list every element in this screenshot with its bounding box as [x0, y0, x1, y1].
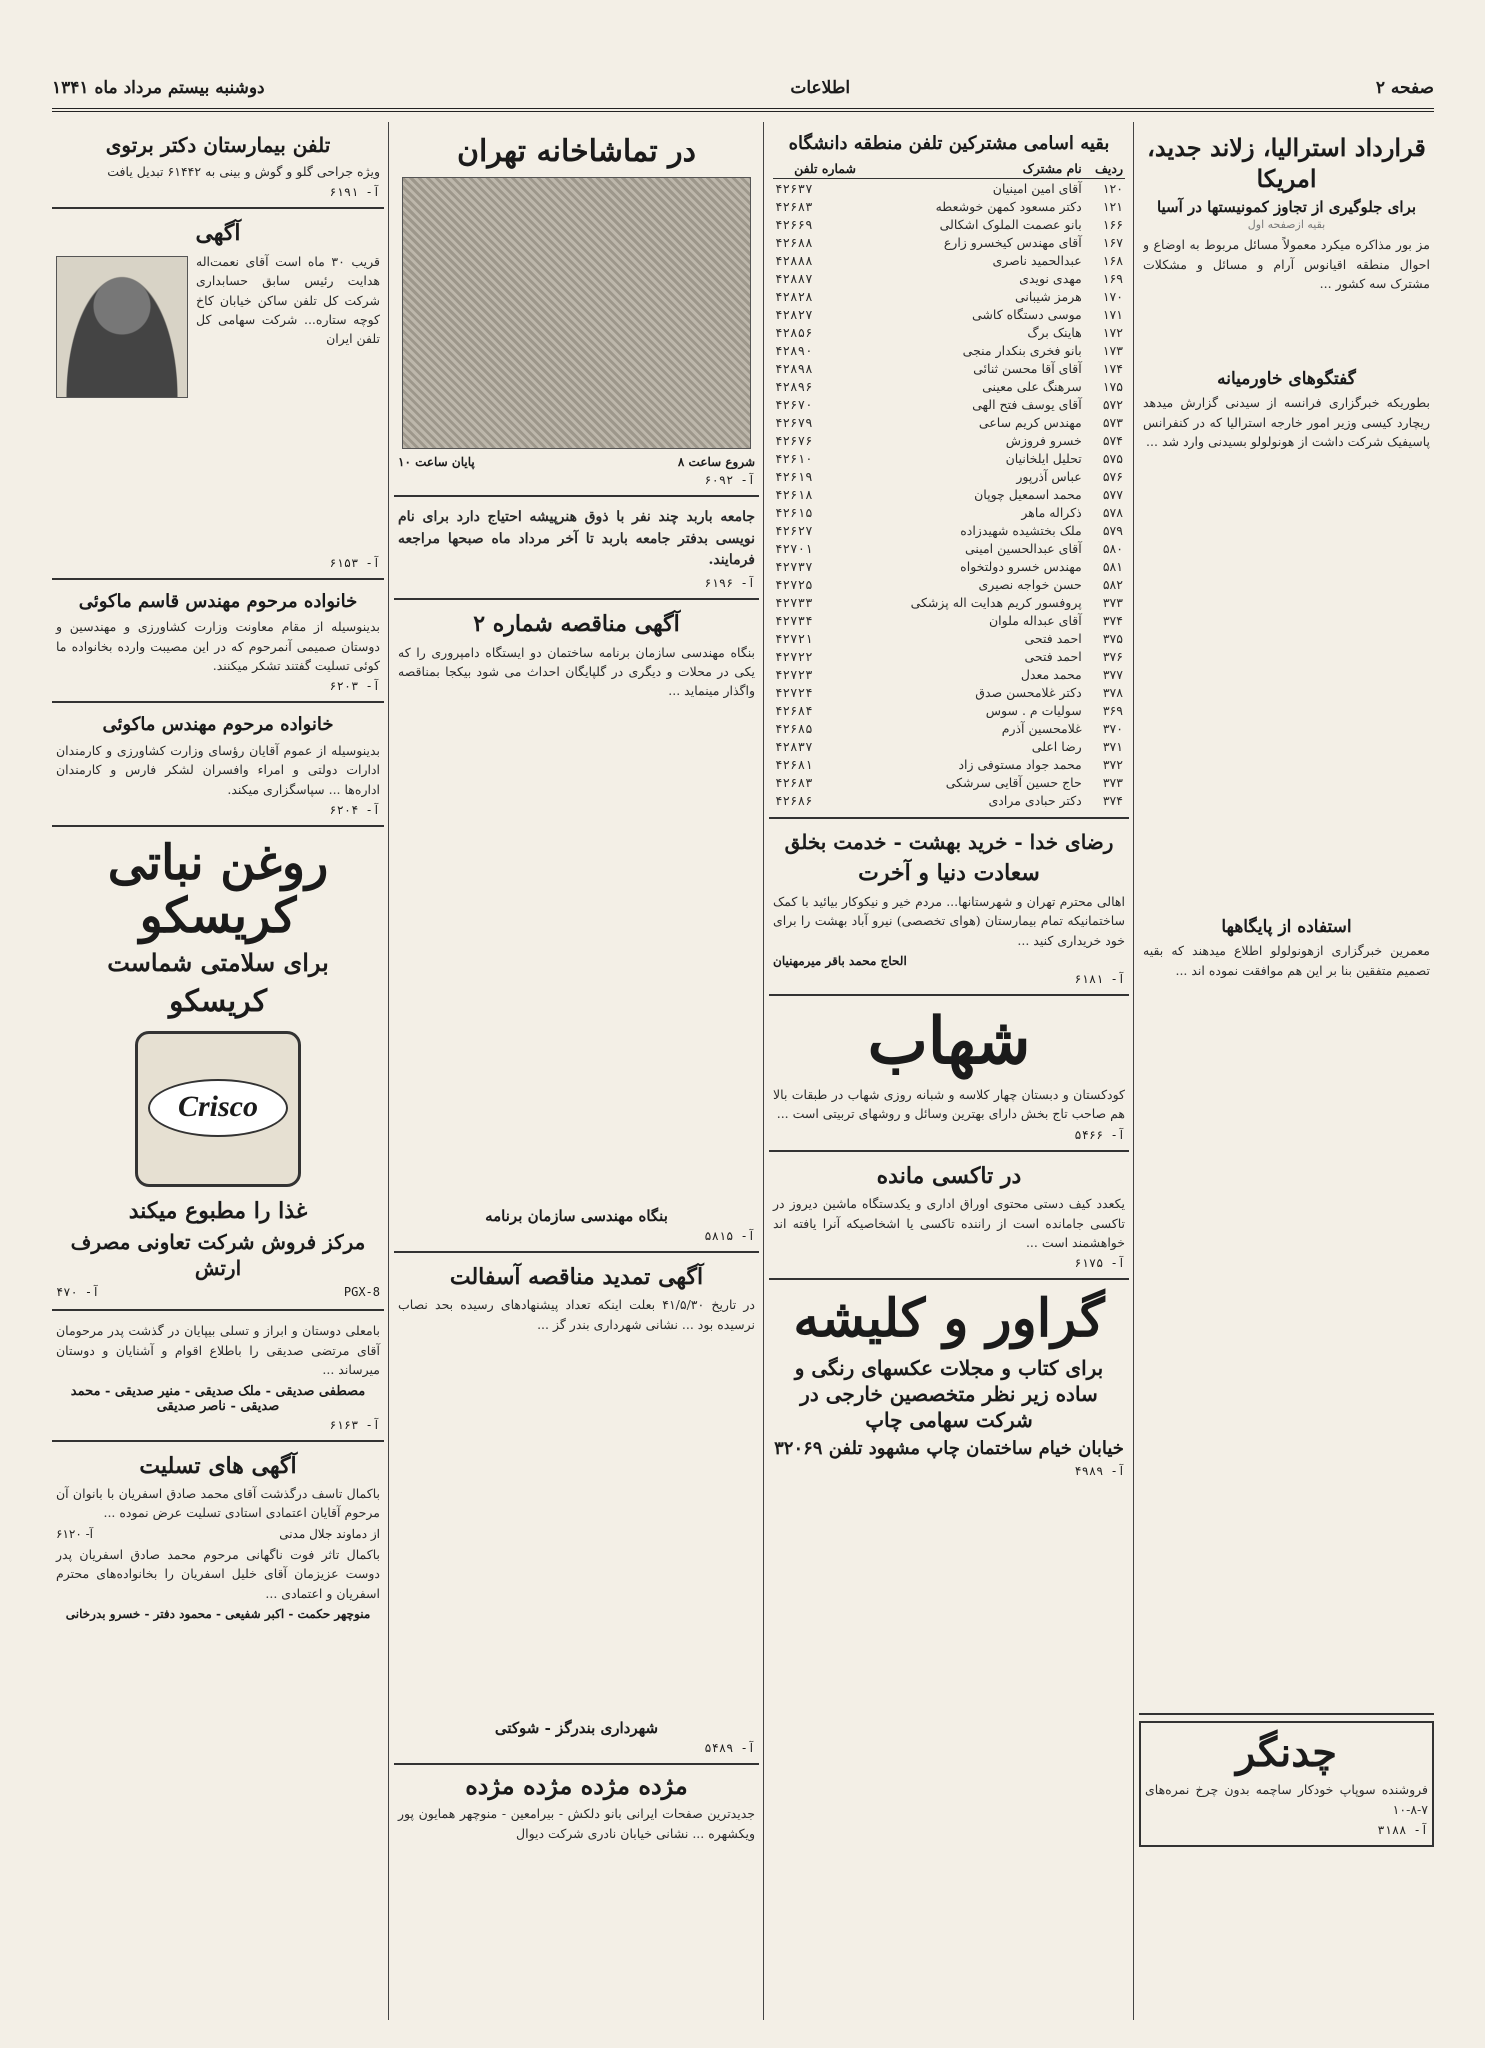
ad-code: آ- ۴۷۰ — [56, 1285, 100, 1300]
theater-ad — [394, 122, 759, 497]
phone-number: ۴۲۶۱۹ — [775, 468, 813, 484]
section-title-middle-east: گفتگوهای خاورمیانه — [1217, 369, 1356, 390]
row-num: ۱۷۰ — [1102, 288, 1123, 304]
shahab-school-ad — [769, 996, 1129, 1152]
phone-number: ۴۲۶۷۹ — [775, 414, 813, 430]
table-row — [773, 773, 1125, 791]
phone-number: ۴۲۸۳۷ — [775, 738, 813, 754]
row-num: ۵۷۳ — [1102, 414, 1123, 430]
charity-title: رضای خدا - خرید بهشت - خدمت بخلق — [784, 830, 1114, 855]
engraving-ad — [769, 1280, 1129, 1486]
theater-start: شروع ساعت ۸ — [677, 455, 755, 469]
extension-signature: شهرداری بندرگز - شوکتی — [494, 1719, 659, 1738]
row-num: ۳۷۷ — [1102, 666, 1123, 682]
phone-number: ۴۲۶۸۴ — [775, 702, 813, 718]
subscriber-name: آقای مهندس کیخسرو زارع — [943, 234, 1082, 250]
barbad-text: جامعه باربد چند نفر با ذوق هنرپیشه احتیاج دارد برای نام نویسی بدفتر جامعه باربد تا آخر مرداد ماه صبحها مراجعه فرمایند. — [398, 509, 755, 569]
row-num: ۱۲۱ — [1102, 198, 1123, 214]
phone-number: ۴۲۶۸۳ — [775, 774, 813, 790]
subscriber-name: دکتر حبادی مرادی — [988, 792, 1082, 808]
ad-code: آ- ۶۰۹۲ — [704, 473, 755, 487]
section-text-bases: معمرین خبرگزاری ازهونولولو اطلاع میدهند که بقیه تصمیم متفقین بنا بر این هم موافقت نموده اند ... — [1143, 943, 1430, 978]
family1-text: بدینوسیله از مقام معاونت وزارت کشاورزی و مهندسین و دوستان صمیمی آنمرحوم که در این مصیبت وارده بخانواده ما کوئی تسلیت گفتند تشکر میکنند. — [56, 619, 380, 674]
table-row — [773, 377, 1125, 395]
taxi-text: یکعدد کیف دستی محتوی اوراق اداری و یکدستگاه ماشین دیروز در تاکسی جامانده است از راننده تاکسی یا اشخاصیکه آنرا یافته اند خواهشمند است ... — [773, 1196, 1125, 1250]
newspaper-name: اطلاعات — [790, 78, 851, 98]
chedengar-title: چدنگر — [1235, 1729, 1337, 1777]
ad-code: آ- ۶۲۰۳ — [329, 679, 380, 694]
ad-code: آ- ۶۱۶۳ — [329, 1417, 380, 1432]
engraving-title: گراور و کلیشه — [793, 1288, 1105, 1350]
ad-code: آ- ۶۱۷۵ — [1074, 1256, 1125, 1271]
phone-number: ۴۲۷۲۲ — [775, 648, 813, 664]
column-middle — [769, 122, 1129, 2020]
section-title-bases: استفاده از پایگاهها — [1221, 917, 1352, 938]
hospital-phone-notice — [52, 122, 384, 209]
phone-number: ۴۲۸۹۶ — [775, 378, 813, 394]
column-rule — [1133, 122, 1134, 2020]
table-row — [773, 683, 1125, 701]
phone-number: ۴۲۷۲۴ — [775, 684, 813, 700]
crisco-line3: غذا را مطبوع میکند — [128, 1197, 308, 1224]
phone-number: ۴۲۸۸۷ — [775, 270, 813, 286]
phone-number: ۴۲۷۳۴ — [775, 612, 813, 628]
table-row — [773, 287, 1125, 305]
engraving-address: خیابان خیام ساختمان چاپ مشهود تلفن ۳۲۰۶۹ — [774, 1437, 1124, 1459]
condolence2-sign: منوچهر حکمت - اکبر شفیعی - محمود دفتر - خسرو بدرخانی — [65, 1606, 371, 1621]
table-row — [773, 629, 1125, 647]
table-row — [773, 179, 1125, 198]
row-num: ۳۷۱ — [1102, 738, 1123, 754]
tender-signature: بنگاه مهندسی سازمان برنامه — [485, 1206, 668, 1225]
row-num: ۵۷۷ — [1102, 486, 1123, 502]
crisco-line2: کریسکو — [168, 983, 267, 1019]
row-num: ۳۷۵ — [1102, 630, 1123, 646]
ad-code: آ- ۶۱۵۳ — [329, 555, 380, 570]
crisco-title: روغن نباتی کریسکو — [107, 835, 329, 944]
condolence1-sign: از دماوند جلال مدنی — [279, 1526, 380, 1541]
subscriber-name: دکتر غلامحسن صدق — [975, 684, 1082, 700]
phone-number: ۴۲۸۲۸ — [775, 288, 813, 304]
row-num: ۱۶۸ — [1102, 252, 1123, 268]
subscriber-name: دکتر مسعود کمهن خوشعطه — [935, 198, 1082, 214]
hospital-title: تلفن بیمارستان دکتر برتوی — [105, 133, 331, 157]
crisco-line1: برای سلامتی شماست — [107, 947, 329, 977]
row-num: ۱۲۰ — [1102, 180, 1123, 196]
table-row — [773, 413, 1125, 431]
tender-text: بنگاه مهندسی سازمان برنامه ساختمان دو ایستگاه دامپروری را که یکی در محلات و دیگری در گلپایگان احداث می شود بیکجا بمناقصه واگذار مینماید ... — [398, 644, 755, 699]
crisco-line4: مرکز فروش شرکت تعاونی مصرف ارتش — [70, 1230, 366, 1281]
engraving-text: برای کتاب و مجلات عکسهای رنگی و ساده زیر نظر متخصصین خارجی در شرکت سهامی چاپ — [794, 1355, 1104, 1432]
row-num: ۵۸۱ — [1102, 558, 1123, 574]
table-row — [773, 755, 1125, 773]
row-num: ۵۸۰ — [1102, 540, 1123, 556]
condolence1-text: باکمال تاسف درگذشت آقای محمد صادق اسفریان با بانوان آن مرحوم آقایان اعتمادی استادی تسلیت عرض نموده ... — [56, 1486, 380, 1521]
ad-code: آ- ۶۱۹۱ — [329, 185, 380, 200]
phone-number: ۴۲۶۸۱ — [775, 756, 813, 772]
tender-notice — [394, 600, 759, 1253]
condolences — [52, 1442, 384, 1631]
subscriber-name: محمد اسمعیل چوپان — [974, 486, 1082, 502]
shahab-title: شهاب — [867, 1004, 1031, 1080]
table-row — [773, 395, 1125, 413]
phone-header-row-num: ردیف — [1084, 159, 1125, 179]
row-num: ۱۶۷ — [1102, 234, 1123, 250]
phone-table-body — [773, 179, 1125, 810]
crisco-can-label: Crisco — [148, 1079, 288, 1137]
subscriber-name: سرهنگ علی معینی — [982, 378, 1082, 394]
subscriber-name: احمد فتحی — [1024, 630, 1082, 646]
ad-code: آ- ۵۸۱۵ — [704, 1228, 755, 1243]
column-rule — [388, 122, 389, 2020]
subscriber-name: مهدی نویدی — [1019, 270, 1082, 286]
extension-text: در تاریخ ۴۱/۵/۳۰ بعلت اینکه تعداد پیشنهادهای رسیده بحد نصاب نرسیده بود ... نشانی شهرداری بندر گز ... — [398, 1297, 755, 1332]
portrait-photo — [56, 256, 188, 398]
tender-title: آگهی مناقصه شماره ۲ — [473, 611, 680, 638]
table-row — [773, 341, 1125, 359]
subscriber-name: حاج حسین آقایی سرشکی — [945, 774, 1082, 790]
row-num: ۱۶۹ — [1102, 270, 1123, 286]
charity-text: اهالی محترم تهران و شهرستانها... مردم خیر و نیکوکار بیائید با کمک ساختمانیکه تمام بیمارستان (هوای تخصصی) نیرو آباد بهشت را برای خود خریداری کنید ... — [773, 893, 1125, 948]
phone-table — [773, 159, 1125, 809]
crisco-ad — [52, 827, 384, 1311]
notice-text: قریب ۳۰ ماه است آقای نعمت‌اله هدایت رئیس سابق حسابداری شرکت کل تلفن ساکن خیابان کاخ کوچه ستاره... شرکت سهامی کل تلفن ایران — [196, 253, 380, 347]
theater-title: در تماشاخانه تهران — [456, 134, 697, 169]
phone-number: ۴۲۶۳۷ — [775, 180, 813, 196]
ad-code: آ- ۵۴۶۶ — [1074, 1127, 1125, 1142]
phone-number: ۴۲۶۸۳ — [775, 198, 813, 214]
table-row — [773, 251, 1125, 269]
row-num: ۱۷۵ — [1102, 378, 1123, 394]
article-subhead: برای جلوگیری از تجاوز کمونیستها در آسیا — [1156, 198, 1417, 217]
crisco-can-image — [135, 1031, 301, 1187]
subscriber-name: مهندس خسرو دولتخواه — [960, 558, 1082, 574]
theater-times — [398, 455, 755, 469]
subscriber-name: مهندس کریم ساعی — [978, 414, 1082, 430]
phone-number: ۴۲۶۸۸ — [775, 234, 813, 250]
row-num: ۵۷۲ — [1102, 396, 1123, 412]
row-num: ۱۷۴ — [1102, 360, 1123, 376]
table-row — [773, 575, 1125, 593]
table-row — [773, 521, 1125, 539]
subscriber-name: آقای آقا محسن ثنائی — [973, 360, 1082, 376]
phone-number: ۴۲۷۲۳ — [775, 666, 813, 682]
row-num: ۳۷۰ — [1102, 720, 1123, 736]
table-row — [773, 197, 1125, 215]
phone-number: ۴۲۸۲۷ — [775, 306, 813, 322]
records-ad — [394, 1765, 759, 1855]
phone-number: ۴۲۶۸۵ — [775, 720, 813, 736]
column-rule — [763, 122, 764, 2020]
row-num: ۳۷۴ — [1102, 792, 1123, 808]
table-row — [773, 323, 1125, 341]
subscriber-name: ملک بختشیده شهیدزاده — [960, 522, 1082, 538]
phone-number: ۴۲۶۱۰ — [775, 450, 813, 466]
phone-number: ۴۲۸۹۰ — [775, 342, 813, 358]
row-num: ۱۷۲ — [1102, 324, 1123, 340]
thanks-names: مصطفی صدیقی - ملک صدیقی - منیر صدیقی - محمد صدیقی - ناصر صدیقی — [70, 1383, 366, 1414]
row-num: ۵۷۴ — [1102, 432, 1123, 448]
chedengar-text: فروشنده سوپاپ خودکار ساچمه بدون چرخ نمره‌های ۷-۸-۱۰ — [1145, 1782, 1428, 1817]
subscriber-name: آقای یوسف فتح الهی — [972, 396, 1082, 412]
records-text: جدیدترین صفحات ایرانی بانو دلکش - بیرامعین - منوچهر همایون پور ویکشهره ... نشانی خیابان نادری شرکت دیوال — [398, 1806, 755, 1841]
subscriber-name: آقای عبداله ملوان — [989, 612, 1082, 628]
continued-note: بقیه ازصفحه اول — [1247, 218, 1326, 232]
row-num: ۳۷۲ — [1102, 756, 1123, 772]
crisco-tag: PGX-8 — [343, 1285, 380, 1300]
subscriber-name: حسن خواجه نصیری — [978, 576, 1082, 592]
row-num: ۵۷۸ — [1102, 504, 1123, 520]
phone-number: ۴۲۷۲۵ — [775, 576, 813, 592]
phone-number: ۴۲۶۶۹ — [775, 216, 813, 232]
subscriber-name: بانو فخری بنکدار منجی — [962, 342, 1082, 358]
phone-number: ۴۲۸۹۸ — [775, 360, 813, 376]
phone-number: ۴۲۷۳۷ — [775, 558, 813, 574]
ad-code: آ- ۵۴۸۹ — [704, 1741, 755, 1756]
subscriber-name: خسرو فروزش — [1005, 432, 1082, 448]
family1-title: خانواده مرحوم مهندس قاسم ماکوئی — [78, 590, 358, 612]
table-row — [773, 467, 1125, 485]
subscriber-name: ذکراله ماهر — [1021, 504, 1082, 520]
table-row — [773, 485, 1125, 503]
phone-number: ۴۲۶۱۸ — [775, 486, 813, 502]
table-row — [773, 701, 1125, 719]
table-row — [773, 305, 1125, 323]
phone-directory — [769, 122, 1129, 819]
subscriber-name: محمد جواد مستوفی زاد — [958, 756, 1082, 772]
table-row — [773, 737, 1125, 755]
telephone-company-notice — [52, 209, 384, 580]
phone-number: ۴۲۸۵۶ — [775, 324, 813, 340]
masthead — [52, 68, 1434, 112]
condolence2-text: باکمال تاثر فوت ناگهانی مرحوم محمد صادق اسفریان پدر دوست عزیزمان آقای خلیل اسفریان را بخانواده‌های محترم اسفریان و اعتمادی ... — [56, 1546, 380, 1601]
condolence1-footer — [56, 1527, 380, 1541]
table-row — [773, 557, 1125, 575]
row-num: ۳۷۳ — [1102, 594, 1123, 610]
subscriber-name: آقای عبدالحسین امینی — [965, 540, 1082, 556]
theater-end: پایان ساعت ۱۰ — [398, 455, 475, 469]
subscriber-name: عباس آذرپور — [1016, 468, 1082, 484]
row-num: ۱۷۳ — [1102, 342, 1123, 358]
family2-title: خانواده مرحوم مهندس ماکوئی — [102, 714, 334, 736]
table-row — [773, 215, 1125, 233]
subscriber-name: آقای امین امینیان — [992, 180, 1082, 196]
subscriber-name: تحلیل ایلخانیان — [1005, 450, 1082, 466]
phone-number: ۴۲۶۲۷ — [775, 522, 813, 538]
subscriber-name: احمد فتحی — [1024, 648, 1082, 664]
subscriber-name: سولیات م . سوس — [985, 702, 1082, 718]
extension-title: آگهی تمدید مناقصه آسفالت — [449, 1263, 704, 1290]
article-headline: قرارداد استرالیا، زلاند جدید، امریکا — [1147, 133, 1426, 194]
lost-in-taxi-notice — [769, 1152, 1129, 1281]
row-num: ۵۷۹ — [1102, 522, 1123, 538]
theater-poster-image — [402, 177, 751, 449]
subscriber-name: موسی دستگاه کاشی — [972, 306, 1082, 322]
table-row — [773, 791, 1125, 809]
family-thanks-1 — [52, 580, 384, 704]
column-left — [52, 122, 384, 2020]
page-label: صفحه ۲ — [1375, 78, 1434, 98]
row-num: ۵۸۲ — [1102, 576, 1123, 592]
phone-number: ۴۲۶۷۶ — [775, 432, 813, 448]
barbad-society-ad — [394, 497, 759, 600]
column-center — [394, 122, 759, 2020]
table-row — [773, 359, 1125, 377]
article-intro: مز بور مذاکره میکرد معمولاً مسائل مربوط به اوضاع و احوال منطقه اقیانوس آرام و مسائل و مشکلات مشترک سه کشور ... — [1143, 237, 1430, 292]
subscriber-name: رضا اعلی — [1031, 738, 1082, 754]
newspaper-page — [52, 60, 1434, 2020]
crisco-footer — [56, 1285, 380, 1299]
ad-code: آ- ۴۹۸۹ — [1074, 1464, 1125, 1479]
table-row — [773, 647, 1125, 665]
family2-text: بدینوسیله از عموم آقایان رؤسای وزارت کشاورزی و کارمندان ادارات دولتی و امراء وافسران لشکر فارس و کارمندان اداره‌ها ... سپاسگزاری میکند. — [56, 742, 380, 797]
table-row — [773, 269, 1125, 287]
column-right — [1139, 122, 1434, 2020]
shahab-text: کودکستان و دبستان چهار کلاسه و شبانه روزی شهاب در طبقات بالا هم صاحب تاج بخش دارای بهترین وسائل و روشهای تربیتی است ... — [773, 1086, 1125, 1122]
phone-number: ۴۲۷۳۳ — [775, 594, 813, 610]
thanks-text: بامعلی دوستان و ابراز و تسلی بیپایان در گذشت پدر مرحومان آقای مرتضی صدیقی را باطلاع اقوام و آشنایان و دوستان میرساند ... — [56, 1323, 380, 1378]
row-num: ۱۷۱ — [1102, 306, 1123, 322]
table-row — [773, 611, 1125, 629]
ad-code: آ- ۳۱۸۸ — [1377, 1823, 1428, 1838]
table-row — [773, 431, 1125, 449]
subscriber-name: هاینک برگ — [1027, 324, 1082, 340]
taxi-title: در تاکسی مانده — [876, 1162, 1022, 1189]
subscriber-name: محمد معدل — [1020, 666, 1082, 682]
charity-subtitle: سعادت دنیا و آخرت — [858, 860, 1040, 887]
section-text-middle-east: بطوریکه خبرگزاری فرانسه از سیدنی گزارش میدهد ریچارد کیسی وزیر امور خارجه استرالیا که در کنفرانس پاسیفیک شرکت داشت از هونولولو بسیدنی وارد شد ... — [1143, 395, 1430, 450]
hospital-text: ویژه جراحی گلو و گوش و بینی به ۶۱۴۴۲ تبدیل یافت — [107, 164, 380, 179]
ad-code: آ- ۶۱۹۶ — [704, 576, 755, 591]
ad-code: آ- ۶۲۰۴ — [329, 803, 380, 817]
row-num: ۵۷۶ — [1102, 468, 1123, 484]
chedengar-ad — [1139, 1721, 1434, 1847]
row-num: ۳۷۳ — [1102, 774, 1123, 790]
phone-number: ۴۲۶۸۶ — [775, 792, 813, 808]
row-num: ۳۷۸ — [1102, 684, 1123, 700]
phone-number: ۴۲۸۸۸ — [775, 252, 813, 268]
charity-signature: الحاج محمد باقر میرمهنیان — [773, 954, 907, 969]
subscriber-name: عبدالحمید ناصری — [992, 252, 1082, 268]
subscriber-name: بانو عصمت الملوک اشکالی — [939, 216, 1082, 232]
family-thanks-3 — [52, 1311, 384, 1441]
phone-number: ۴۲۶۱۵ — [775, 504, 813, 520]
phone-header-number: شماره تلفن — [773, 159, 858, 179]
row-num: ۳۷۶ — [1102, 648, 1123, 664]
ad-code: آ- ۶۱۸۱ — [1074, 972, 1125, 987]
phone-header-name: نام مشترک — [858, 159, 1084, 179]
phone-number: ۴۲۷۰۱ — [775, 540, 813, 556]
phone-number: ۴۲۷۲۱ — [775, 630, 813, 646]
table-row — [773, 449, 1125, 467]
subscriber-name: پروفسور کریم هدایت اله پزشکی — [910, 594, 1082, 610]
family-thanks-2 — [52, 703, 384, 827]
records-title: مژده مژده مژده مژده — [465, 1771, 688, 1801]
notice-title: آگهی — [195, 220, 241, 247]
row-num: ۵۷۵ — [1102, 450, 1123, 466]
subscriber-name: هرمز شیبانی — [1014, 288, 1082, 304]
row-num: ۱۶۶ — [1102, 216, 1123, 232]
subscriber-name: غلامحسین آذرم — [1001, 720, 1082, 736]
condolences-title: آگهی های تسلیت — [139, 1452, 297, 1479]
table-row — [773, 593, 1125, 611]
row-num: ۳۶۹ — [1102, 702, 1123, 718]
table-row — [773, 665, 1125, 683]
issue-date: دوشنبه بیستم مرداد ماه ۱۳۴۱ — [52, 78, 265, 98]
phone-directory-title: بقیه اسامی مشترکین تلفن منطقه دانشگاه — [788, 133, 1110, 154]
pacific-pact-article — [1139, 122, 1434, 1715]
table-row — [773, 503, 1125, 521]
table-row — [773, 233, 1125, 251]
row-num: ۳۷۴ — [1102, 612, 1123, 628]
ad-code: آ- ۶۱۲۰ — [56, 1526, 93, 1541]
phone-number: ۴۲۶۷۰ — [775, 396, 813, 412]
charity-ad — [769, 819, 1129, 996]
asphalt-tender-extension — [394, 1253, 759, 1766]
table-row — [773, 539, 1125, 557]
table-row — [773, 719, 1125, 737]
